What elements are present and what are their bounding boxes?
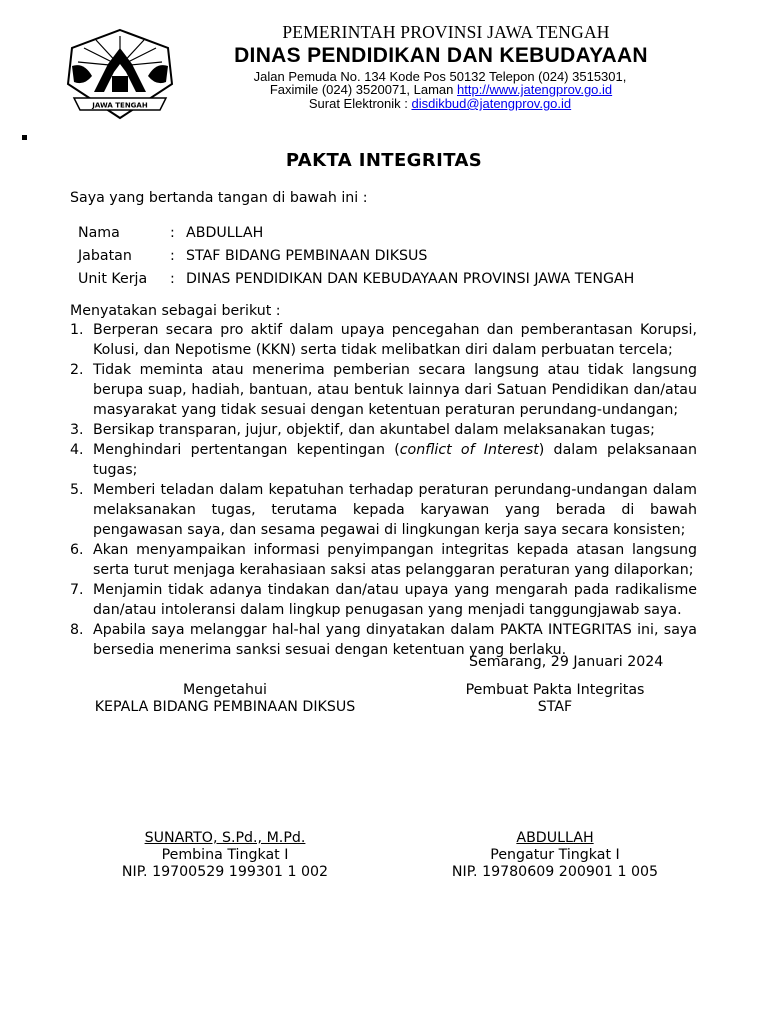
item-text: Berperan secara pro aktif dalam upaya pencegahan dan pemberantasan Korupsi, Kolusi, dan Nepotisme (KKN) serta tidak melibatkan diri dalam perbuatan tercela;	[93, 322, 697, 358]
signature-left-block	[80, 830, 370, 881]
supervisor-nip: NIP. 19700529 199301 1 002	[121, 864, 329, 880]
list-item	[70, 420, 697, 440]
fax-text: Faximile (024) 3520071, Laman	[269, 82, 458, 97]
maker-name: ABDULLAH	[516, 830, 594, 846]
intro-text: Saya yang bertanda tangan di bawah ini :	[70, 190, 368, 206]
item-number: 7.	[70, 582, 84, 598]
item-text-italic: conflict of Interest	[399, 442, 539, 458]
declaration-list	[70, 320, 697, 660]
website-link[interactable]: http://www.jatengprov.go.id	[457, 82, 613, 97]
agency-name: DINAS PENDIDIKAN DAN KEBUDAYAAN	[234, 44, 648, 67]
declaration-intro: Menyatakan sebagai berikut :	[70, 303, 281, 319]
item-text: Menghindari pertentangan kepentingan (	[93, 442, 400, 458]
signature-right-heading	[410, 682, 700, 716]
item-text: Memberi teladan dalam kepatuhan terhadap peraturan perundang-undangan dalam melaksanakan tugas, terutama kepada karyawan yang berada di bawah pengawasan saya, dan sesama pegawai di lingkungan kerja saya secara konsisten;	[93, 482, 697, 538]
item-number: 1.	[70, 322, 84, 338]
identity-value: DINAS PENDIDIKAN DAN KEBUDAYAAN PROVINSI JAWA TENGAH	[186, 271, 635, 287]
item-number: 3.	[70, 422, 84, 438]
identity-label: Unit Kerja	[78, 271, 148, 287]
identity-label: Nama	[78, 225, 120, 241]
acknowledged-label: Mengetahui	[183, 682, 267, 698]
item-number: 8.	[70, 622, 84, 638]
item-text: Menjamin tidak adanya tindakan dan/atau upaya yang mengarah pada radikalisme dan/atau intoleransi dalam lingkup penugasan yang menjadi tanggungjawab saya.	[93, 582, 697, 618]
government-name: PEMERINTAH PROVINSI JAWA TENGAH	[282, 22, 610, 42]
item-text: ) dalam pelaksanaan tugas;	[93, 442, 697, 478]
item-text: Akan menyampaikan informasi penyimpangan integritas kepada atasan langsung serta turut menjaga kerahasiaan saksi atas pelanggaran peraturan yang dilaporkan;	[93, 542, 697, 578]
maker-rank: Pengatur Tingkat I	[490, 847, 620, 863]
email-link[interactable]: disdikbud@jatengprov.go.id	[411, 96, 572, 111]
list-item	[70, 480, 697, 540]
item-number: 6.	[70, 542, 84, 558]
identity-colon: :	[170, 271, 175, 287]
item-text: Apabila saya melanggar hal-hal yang dinyatakan dalam PAKTA INTEGRITAS ini, saya bersedia menerima sanksi sesuai dengan ketentuan yang berlaku.	[93, 622, 697, 658]
maker-position: STAF	[537, 699, 573, 715]
list-item	[70, 580, 697, 620]
list-item	[70, 360, 697, 420]
email-label: Surat Elektronik :	[308, 96, 412, 111]
identity-colon: :	[170, 225, 175, 241]
agency-email-line	[0, 96, 768, 111]
item-number: 5.	[70, 482, 84, 498]
svg-text:JAWA TENGAH: JAWA TENGAH	[92, 101, 148, 110]
identity-label: Jabatan	[78, 248, 132, 264]
item-number: 2.	[70, 362, 84, 378]
item-number: 4.	[70, 442, 84, 458]
bullet-mark	[22, 135, 27, 140]
agency-fax-website-line	[0, 82, 768, 97]
supervisor-position: KEPALA BIDANG PEMBINAAN DIKSUS	[94, 699, 356, 715]
item-text: Bersikap transparan, jujur, objektif, dan akuntabel dalam melaksanakan tugas;	[93, 422, 655, 438]
supervisor-name: SUNARTO, S.Pd., M.Pd.	[144, 830, 306, 846]
identity-value: STAF BIDANG PEMBINAAN DIKSUS	[186, 248, 428, 264]
agency-address: Jalan Pemuda No. 134 Kode Pos 50132 Telepon (024) 3515301,	[253, 69, 627, 84]
place-date: Semarang, 29 Januari 2024	[469, 654, 664, 670]
item-text: Tidak meminta atau menerima pemberian secara langsung atau tidak langsung berupa suap, hadiah, bantuan, atau bentuk lainnya dari Satuan Pendidikan dan/atau masyarakat yang tidak sesuai dengan ketentuan peraturan perundang-undangan;	[93, 362, 697, 418]
list-item	[70, 320, 697, 360]
supervisor-rank: Pembina Tingkat I	[161, 847, 289, 863]
maker-nip: NIP. 19780609 200901 1 005	[451, 864, 659, 880]
signature-right-block	[410, 830, 700, 881]
signature-left-heading	[80, 682, 370, 716]
maker-label: Pembuat Pakta Integritas	[465, 682, 645, 698]
list-item	[70, 440, 697, 480]
identity-colon: :	[170, 248, 175, 264]
document-title: PAKTA INTEGRITAS	[285, 150, 483, 171]
list-item	[70, 540, 697, 580]
identity-value: ABDULLAH	[186, 225, 264, 241]
